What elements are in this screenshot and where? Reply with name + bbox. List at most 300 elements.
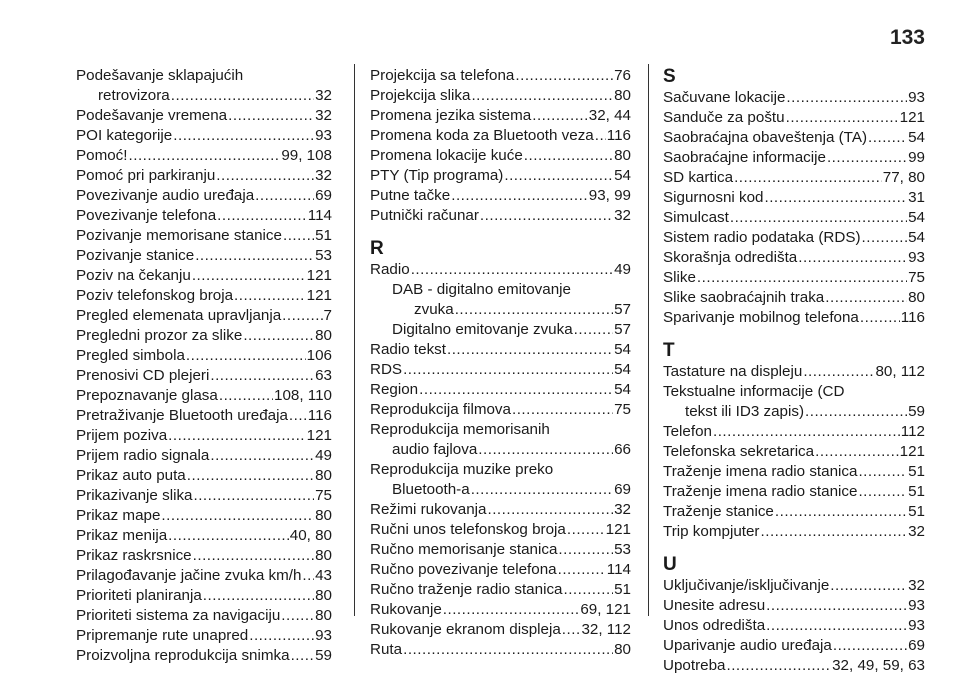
dot-leader	[827, 148, 907, 168]
index-entry	[76, 226, 332, 246]
index-entry	[370, 420, 631, 460]
index-entry	[76, 486, 332, 506]
index-entry	[370, 206, 631, 226]
index-entry	[663, 288, 925, 308]
index-entry	[663, 248, 925, 268]
entry-pages: 93	[908, 597, 925, 614]
index-entry	[663, 128, 925, 148]
entry-term: Saobraćajna obaveštenja (TA)	[663, 129, 868, 146]
entry-term: Projekcija sa telefona	[370, 67, 515, 84]
entry-pages: 116	[606, 127, 631, 144]
index-entry	[370, 340, 631, 360]
entry-term: Pozivanje memorisane stanice	[76, 227, 282, 244]
index-entry	[370, 146, 631, 166]
entry-term: Unos odredišta	[663, 617, 766, 634]
entry-term: Prikaz raskrsnice	[76, 547, 192, 564]
dot-leader	[403, 640, 613, 660]
entry-pages: 80	[315, 607, 332, 624]
index-entry	[76, 166, 332, 186]
section-letter: R	[370, 238, 384, 259]
index-entry	[663, 188, 925, 208]
entry-term: Promena lokacije kuće	[370, 147, 523, 164]
dot-leader	[419, 380, 613, 400]
entry-pages: 106	[306, 347, 332, 364]
entry-term: Prepoznavanje glasa	[76, 387, 218, 404]
entry-pages: 121	[899, 443, 925, 460]
index-entry	[370, 560, 631, 580]
entry-pages: 114	[307, 207, 332, 224]
index-column-2	[370, 66, 631, 658]
index-entry	[76, 106, 332, 126]
section-letter: U	[663, 554, 677, 575]
entry-term: Pomoć pri parkiranju	[76, 167, 216, 184]
index-column-1	[76, 66, 332, 664]
entry-pages: 32	[315, 167, 332, 184]
dot-leader	[858, 462, 907, 482]
entry-pages: 53	[614, 541, 631, 558]
dot-leader	[478, 440, 613, 460]
entry-term: Telefon	[663, 423, 712, 440]
entry-term: Sistem radio podataka (RDS)	[663, 229, 861, 246]
entry-term: Pretraživanje Bluetooth uređaja	[76, 407, 288, 424]
dot-leader	[455, 300, 613, 320]
entry-term: Sačuvane lokacije	[663, 89, 786, 106]
entry-term-continued: zvuka	[414, 301, 454, 318]
index-entry	[370, 580, 631, 600]
entry-pages: 99	[908, 149, 925, 166]
entry-term: Tekstualne informacije (CD	[663, 383, 845, 400]
column-divider	[648, 64, 649, 616]
dot-leader	[726, 656, 831, 676]
entry-term: Pomoć!	[76, 147, 128, 164]
entry-term: Traženje stanice	[663, 503, 774, 520]
entry-pages: 80	[614, 147, 631, 164]
entry-term: Ruta	[370, 641, 403, 658]
dot-leader	[833, 636, 907, 656]
index-entry	[370, 106, 631, 126]
dot-leader	[558, 540, 613, 560]
index-entry	[370, 640, 631, 660]
index-entry	[663, 656, 925, 676]
dot-leader	[187, 466, 314, 486]
dot-leader	[761, 522, 908, 542]
index-entry	[663, 382, 925, 422]
entry-term: Reprodukcija filmova	[370, 401, 511, 418]
entry-term-continued: retrovizora	[98, 87, 170, 104]
entry-term: Ručno povezivanje telefona	[370, 561, 557, 578]
dot-leader	[161, 506, 314, 526]
entry-term: Sanduče za poštu	[663, 109, 785, 126]
entry-term: Promena koda za Bluetooth veza	[370, 127, 594, 144]
entry-pages: 49	[614, 261, 631, 278]
entry-term: Poziv telefonskog broja	[76, 287, 234, 304]
dot-leader	[515, 66, 613, 86]
entry-term: Sparivanje mobilnog telefona	[663, 309, 859, 326]
index-entry	[76, 526, 332, 546]
entry-pages: 116	[307, 407, 332, 424]
section-letter: T	[663, 340, 675, 361]
index-entry	[663, 522, 925, 542]
entry-pages: 80	[315, 547, 332, 564]
dot-leader	[574, 320, 613, 340]
index-entry	[76, 66, 332, 106]
entry-term: Režimi rukovanja	[370, 501, 487, 518]
entry-pages: 75	[315, 487, 332, 504]
index-entry	[663, 208, 925, 228]
index-entry	[663, 596, 925, 616]
entry-pages: 75	[908, 269, 925, 286]
index-entry	[76, 246, 332, 266]
entry-pages: 80, 112	[875, 363, 925, 380]
dot-leader	[766, 596, 907, 616]
dot-leader	[129, 146, 281, 166]
dot-leader	[234, 286, 306, 306]
entry-pages: 32	[908, 577, 925, 594]
entry-pages: 121	[899, 109, 925, 126]
entry-pages: 51	[908, 503, 925, 520]
index-entry	[76, 586, 332, 606]
dot-leader	[289, 406, 307, 426]
index-entry	[76, 646, 332, 666]
entry-term: Promena jezika sistema	[370, 107, 532, 124]
dot-leader	[775, 502, 907, 522]
entry-pages: 63	[315, 367, 332, 384]
entry-term: Skorašnja odredišta	[663, 249, 798, 266]
index-entry	[76, 566, 332, 586]
entry-term: Ručni unos telefonskog broja	[370, 521, 566, 538]
entry-term: Telefonska sekretarica	[663, 443, 815, 460]
entry-term: PTY (Tip programa)	[370, 167, 504, 184]
entry-pages: 80	[315, 327, 332, 344]
dot-leader	[193, 546, 314, 566]
entry-pages: 93	[908, 89, 925, 106]
index-entry	[370, 520, 631, 540]
index-entry	[76, 606, 332, 626]
dot-leader	[302, 566, 314, 586]
entry-term: Putne tačke	[370, 187, 451, 204]
index-entry	[370, 86, 631, 106]
entry-term: Saobraćajne informacije	[663, 149, 826, 166]
entry-pages: 32	[315, 87, 332, 104]
entry-term: Traženje imena radio stanice	[663, 483, 858, 500]
entry-pages: 121	[306, 267, 332, 284]
entry-pages: 54	[614, 341, 631, 358]
dot-leader	[171, 86, 314, 106]
dot-leader	[168, 526, 289, 546]
dot-leader	[562, 620, 581, 640]
index-entry	[370, 260, 631, 280]
index-entry	[76, 346, 332, 366]
dot-leader	[858, 482, 907, 502]
dot-leader	[860, 308, 900, 328]
dot-leader	[443, 600, 580, 620]
index-entry	[663, 308, 925, 328]
entry-term: Prikaz menija	[76, 527, 168, 544]
dot-leader	[805, 402, 907, 422]
dot-leader	[567, 520, 605, 540]
entry-pages: 77, 80	[882, 169, 925, 186]
entry-pages: 53	[315, 247, 332, 264]
index-entry	[76, 326, 332, 346]
dot-leader	[713, 422, 900, 442]
entry-pages: 32	[315, 107, 332, 124]
entry-term: Prikaz mape	[76, 507, 161, 524]
entry-pages: 32, 44	[588, 107, 631, 124]
entry-term: Rukovanje ekranom displeja	[370, 621, 561, 638]
dot-leader	[173, 126, 314, 146]
index-entry	[663, 362, 925, 382]
index-entry	[76, 186, 332, 206]
entry-pages: 108, 110	[274, 387, 332, 404]
column-divider	[354, 64, 355, 616]
dot-leader	[291, 646, 315, 666]
dot-leader	[217, 206, 307, 226]
index-entry	[370, 620, 631, 640]
entry-term: Projekcija slika	[370, 87, 471, 104]
entry-term-continued: Bluetooth-a	[392, 481, 470, 498]
dot-leader	[203, 586, 314, 606]
index-entry	[370, 460, 631, 500]
index-entry	[370, 126, 631, 146]
index-entry	[663, 108, 925, 128]
entry-pages: 121	[306, 427, 332, 444]
dot-leader	[766, 616, 907, 636]
entry-term: RDS	[370, 361, 403, 378]
entry-pages: 76	[614, 67, 631, 84]
index-entry	[370, 500, 631, 520]
index-entry	[663, 442, 925, 462]
entry-term-continued: audio fajlova	[392, 441, 478, 458]
dot-leader	[595, 126, 606, 146]
index-entry	[663, 462, 925, 482]
entry-pages: 54	[614, 361, 631, 378]
index-entry	[76, 146, 332, 166]
entry-pages: 69	[614, 481, 631, 498]
entry-term: Prioriteti sistema za navigaciju	[76, 607, 281, 624]
entry-term: Pregled elemenata upravljanja	[76, 307, 282, 324]
entry-pages: 40, 80	[289, 527, 332, 544]
entry-pages: 80	[315, 587, 332, 604]
dot-leader	[532, 106, 588, 126]
entry-pages: 54	[908, 129, 925, 146]
index-entry	[76, 306, 332, 326]
dot-leader	[825, 288, 907, 308]
entry-term: Simulcast	[663, 209, 729, 226]
entry-term: Pregledni prozor za slike	[76, 327, 243, 344]
index-entry	[76, 386, 332, 406]
dot-leader	[282, 306, 322, 326]
index-entry	[663, 422, 925, 442]
entry-pages: 93	[315, 627, 332, 644]
entry-pages: 93	[908, 617, 925, 634]
dot-leader	[255, 186, 314, 206]
dot-leader	[403, 360, 613, 380]
entry-pages: 54	[908, 209, 925, 226]
entry-term: Povezivanje audio uređaja	[76, 187, 255, 204]
entry-pages: 80	[908, 289, 925, 306]
entry-pages: 75	[614, 401, 631, 418]
index-entry	[76, 286, 332, 306]
index-entry	[663, 228, 925, 248]
index-entry	[370, 166, 631, 186]
entry-pages: 112	[900, 423, 925, 440]
entry-pages: 51	[614, 581, 631, 598]
dot-leader	[471, 86, 613, 106]
entry-term: Prilagođavanje jačine zvuka km/h	[76, 567, 302, 584]
index-entry	[663, 482, 925, 502]
index-entry	[663, 168, 925, 188]
entry-term: Ručno traženje radio stanica	[370, 581, 563, 598]
entry-term: Reprodukcija muzike preko	[370, 461, 554, 478]
index-entry	[370, 540, 631, 560]
dot-leader	[803, 362, 874, 382]
index-entry	[663, 576, 925, 596]
entry-pages: 51	[315, 227, 332, 244]
entry-pages: 80	[614, 641, 631, 658]
entry-term: POI kategorije	[76, 127, 173, 144]
entry-term: Unesite adresu	[663, 597, 766, 614]
entry-term-continued: tekst ili ID3 zapis)	[685, 403, 805, 420]
index-entry	[76, 406, 332, 426]
dot-leader	[243, 326, 314, 346]
entry-term: Slike saobraćajnih traka	[663, 289, 825, 306]
entry-pages: 99, 108	[281, 147, 332, 164]
index-entry	[370, 380, 631, 400]
entry-pages: 49	[315, 447, 332, 464]
dot-leader	[186, 346, 306, 366]
entry-term: Prikaz auto puta	[76, 467, 186, 484]
index-entry	[370, 66, 631, 86]
entry-pages: 54	[908, 229, 925, 246]
entry-term: Proizvoljna reprodukcija snimka	[76, 647, 290, 664]
dot-leader	[480, 206, 613, 226]
entry-term: Prenosivi CD plejeri	[76, 367, 210, 384]
entry-term: Trip kompjuter	[663, 523, 760, 540]
dot-leader	[168, 426, 306, 446]
dot-leader	[558, 560, 606, 580]
dot-leader	[283, 226, 314, 246]
entry-pages: 32, 49, 59, 63	[832, 657, 925, 674]
entry-pages: 57	[614, 321, 631, 338]
entry-term: Region	[370, 381, 419, 398]
dot-leader	[786, 88, 907, 108]
dot-leader	[815, 442, 899, 462]
entry-pages: 93, 99	[588, 187, 631, 204]
dot-leader	[504, 166, 613, 186]
page-number: 133	[889, 26, 925, 49]
entry-term: Tastature na displeju	[663, 363, 803, 380]
entry-term: Putnički računar	[370, 207, 479, 224]
index-entry	[663, 502, 925, 522]
entry-pages: 59	[315, 647, 332, 664]
entry-term: Podešavanje sklapajućih	[76, 67, 244, 84]
entry-pages: 32	[908, 523, 925, 540]
index-entry	[76, 266, 332, 286]
dot-leader	[471, 480, 613, 500]
entry-pages: 54	[614, 381, 631, 398]
entry-pages: 7	[323, 307, 332, 324]
entry-pages: 32	[614, 207, 631, 224]
dot-leader	[210, 446, 314, 466]
entry-term: Uključivanje/isključivanje	[663, 577, 830, 594]
dot-leader	[210, 366, 314, 386]
entry-pages: 80	[614, 87, 631, 104]
section-letter: S	[663, 66, 676, 87]
index-entry	[76, 506, 332, 526]
entry-pages: 57	[614, 301, 631, 318]
entry-pages: 51	[908, 483, 925, 500]
entry-pages: 51	[908, 463, 925, 480]
index-entry	[76, 626, 332, 646]
entry-pages: 59	[908, 403, 925, 420]
index-column-3	[663, 66, 925, 674]
entry-pages: 54	[614, 167, 631, 184]
index-entry	[663, 148, 925, 168]
index-entry	[370, 280, 631, 320]
dot-leader	[734, 168, 882, 188]
dot-leader	[216, 166, 314, 186]
index-entry	[370, 360, 631, 380]
dot-leader	[193, 486, 314, 506]
entry-term: Reprodukcija memorisanih	[370, 421, 550, 438]
index-entry	[663, 88, 925, 108]
index-entry	[370, 600, 631, 620]
entry-pages: 66	[614, 441, 631, 458]
dot-leader	[524, 146, 613, 166]
entry-term: Podešavanje vremena	[76, 107, 228, 124]
entry-pages: 121	[306, 287, 332, 304]
index-entry	[76, 426, 332, 446]
index-entry	[370, 400, 631, 420]
entry-pages: 121	[605, 521, 631, 538]
entry-term: DAB - digitalno emitovanje	[392, 281, 571, 298]
index-entry	[76, 546, 332, 566]
index-entry	[663, 268, 925, 288]
dot-leader	[487, 500, 613, 520]
index-entry	[370, 320, 631, 340]
entry-pages: 69, 121	[580, 601, 631, 618]
entry-term: Sigurnosni kod	[663, 189, 764, 206]
dot-leader	[563, 580, 613, 600]
index-entry	[663, 636, 925, 656]
entry-term: Digitalno emitovanje zvuka	[392, 321, 573, 338]
dot-leader	[730, 208, 907, 228]
entry-pages: 69	[908, 637, 925, 654]
entry-pages: 31	[908, 189, 925, 206]
dot-leader	[195, 246, 314, 266]
entry-term: Upotreba	[663, 657, 726, 674]
dot-leader	[249, 626, 314, 646]
dot-leader	[697, 268, 907, 288]
index-entry	[663, 616, 925, 636]
entry-term: Ručno memorisanje stanica	[370, 541, 558, 558]
dot-leader	[830, 576, 907, 596]
index-entry	[76, 366, 332, 386]
index-entry	[76, 446, 332, 466]
index-entry	[370, 186, 631, 206]
entry-term: Pregled simbola	[76, 347, 185, 364]
index-entry	[76, 466, 332, 486]
entry-pages: 32, 112	[581, 621, 631, 638]
entry-term: Pripremanje rute unapred	[76, 627, 249, 644]
dot-leader	[228, 106, 314, 126]
entry-pages: 69	[315, 187, 332, 204]
dot-leader	[764, 188, 907, 208]
dot-leader	[512, 400, 613, 420]
entry-term: Rukovanje	[370, 601, 442, 618]
entry-pages: 80	[315, 507, 332, 524]
index-entry	[76, 206, 332, 226]
